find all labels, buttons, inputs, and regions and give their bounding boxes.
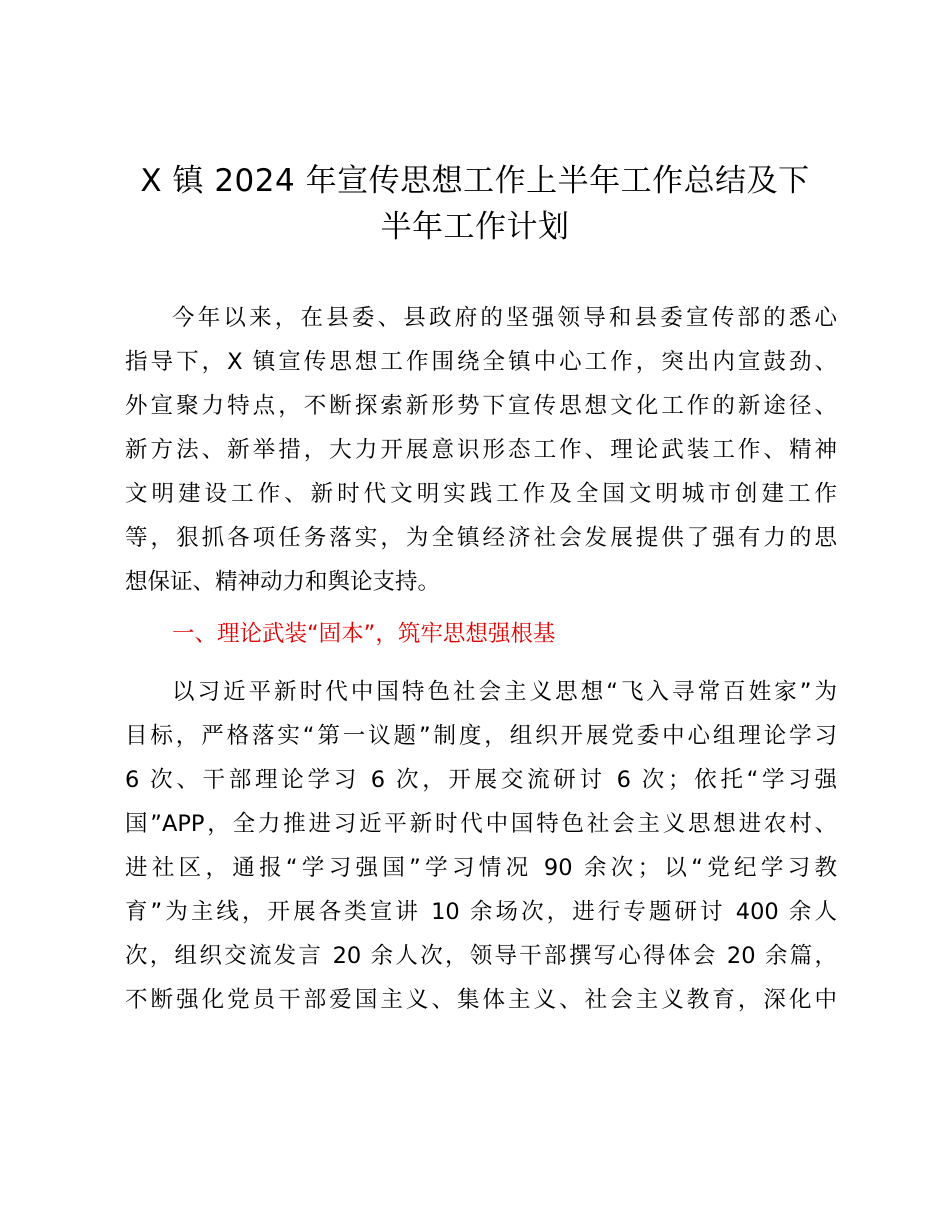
section1-line: 以习近平新时代中国特色社会主义思想“飞入寻常百姓家”为 — [172, 679, 837, 705]
section1-line: 次，组织交流发言 20 余人次，领导干部撰写心得体会 20 余篇， — [125, 943, 837, 969]
section1-line: 进社区，通报“学习强国”学习情况 90 余次；以“党纪学习教 — [125, 855, 837, 881]
intro-line: 指导下，X 镇宣传思想工作围绕全镇中心工作，突出内宣鼓劲、 — [125, 349, 837, 375]
section1-line: 育”为主线，开展各类宣讲 10 余场次，进行专题研讨 400 余人 — [125, 899, 837, 925]
section-heading: 一、理论武装“固本”，筑牢思想强根基 — [172, 621, 556, 647]
intro-line: 等，狠抓各项任务落实，为全镇经济社会发展提供了强有力的思 — [125, 525, 837, 551]
section1-line: 目标，严格落实“第一议题”制度，组织开展党委中心组理论学习 — [125, 723, 837, 749]
section1-line: 不断强化党员干部爱国主义、集体主义、社会主义教育，深化中 — [125, 987, 837, 1013]
intro-line: 想保证、精神动力和舆论支持。 — [125, 569, 441, 595]
document-title — [110, 158, 840, 250]
intro-line: 文明建设工作、新时代文明实践工作及全国文明城市创建工作 — [125, 481, 837, 507]
title-line-1: X 镇 2024 年宣传思想工作上半年工作总结及下 — [140, 163, 810, 199]
section1-line: 6 次、干部理论学习 6 次，开展交流研讨 6 次；依托“学习强 — [125, 767, 837, 793]
title-line-2: 半年工作计划 — [380, 209, 570, 245]
section1-line: 国”APP，全力推进习近平新时代中国特色社会主义思想进农村、 — [125, 811, 837, 837]
intro-line: 外宣聚力特点，不断探索新形势下宣传思想文化工作的新途径、 — [125, 393, 837, 419]
intro-line: 新方法、新举措，大力开展意识形态工作、理论武装工作、精神 — [125, 437, 837, 463]
intro-line: 今年以来，在县委、县政府的坚强领导和县委宣传部的悉心 — [172, 305, 837, 331]
